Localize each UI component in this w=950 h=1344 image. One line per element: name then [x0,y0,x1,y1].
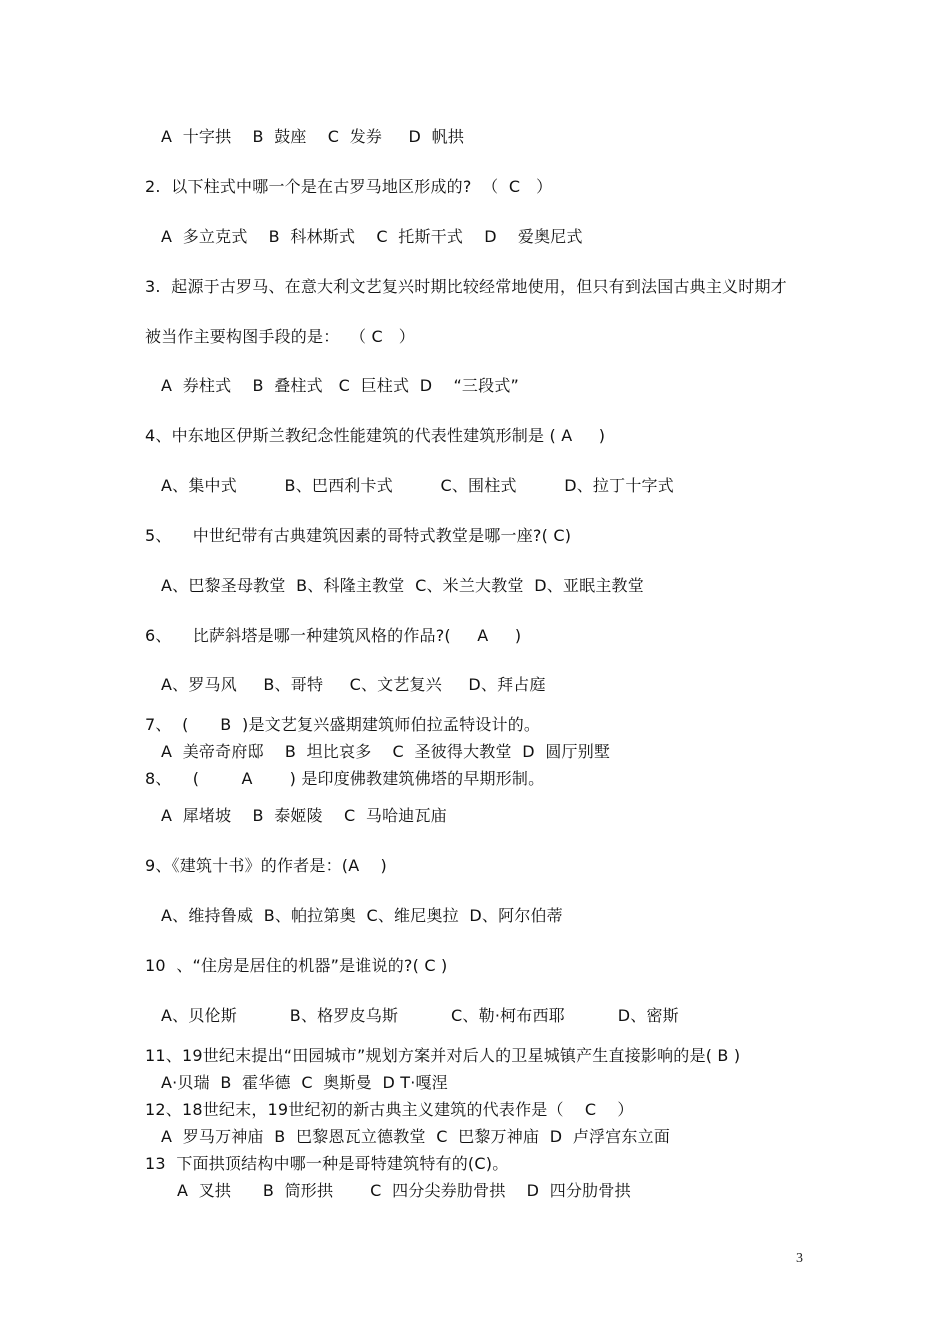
question-line: 2. 以下柱式中哪一个是在古罗马地区形成的? （ C ） [145,177,553,196]
option-line: A、巴黎圣母教堂 B、科隆主教堂 C、米兰大教堂 D、亚眠主教堂 [161,576,644,595]
question-line: 6、 比萨斜塔是哪一种建筑风格的作品?( A ) [145,626,522,645]
option-line: A·贝瑞 B 霍华德 C 奥斯曼 D T·嘎涅 [161,1073,448,1092]
question-line: 11、19世纪末提出“田园城市”规划方案并对后人的卫星城镇产生直接影响的是( B ) [145,1046,741,1065]
page-number: 3 [796,1251,803,1266]
option-line: A 罗马万神庙 B 巴黎恩瓦立德教堂 C 巴黎万神庙 D 卢浮宫东立面 [161,1127,671,1146]
option-line: A、集中式 B、巴西利卡式 C、围柱式 D、拉丁十字式 [161,476,674,495]
question-line: 10 、“住房是居住的机器”是谁说的?( C ) [145,956,448,975]
question-line: 12、18世纪末，19世纪初的新古典主义建筑的代表作是（ C ） [145,1100,634,1119]
question-line: 7、 ( B )是文艺复兴盛期建筑师伯拉孟特设计的。 [145,715,541,734]
question-line: 9、《建筑十书》的作者是：(A ) [145,856,387,875]
option-line: A 叉拱 B 筒形拱 C 四分尖券肋骨拱 D 四分肋骨拱 [177,1181,631,1200]
option-line: A 多立克式 B 科林斯式 C 托斯干式 D 爱奥尼式 [161,227,583,246]
question-line: 被当作主要构图手段的是： （ C ） [145,327,415,346]
question-line: 3. 起源于古罗马、在意大利文艺复兴时期比较经常地使用，但只有到法国古典主义时期才 [145,277,787,296]
question-line: 4、中东地区伊斯兰教纪念性能建筑的代表性建筑形制是 ( A ) [145,426,606,445]
option-line: A、罗马风 B、哥特 C、文艺复兴 D、拜占庭 [161,675,546,694]
question-line: 13 下面拱顶结构中哪一种是哥特建筑特有的(C)。 [145,1154,509,1173]
option-line: A、贝伦斯 B、格罗皮乌斯 C、勒·柯布西耶 D、密斯 [161,1006,679,1025]
question-line: 5、 中世纪带有古典建筑因素的哥特式教堂是哪一座?( C) [145,526,572,545]
question-line: 8、 ( A ) 是印度佛教建筑佛塔的早期形制。 [145,769,545,788]
option-line: A 犀堵坡 B 泰姬陵 C 马哈迪瓦庙 [161,806,447,825]
option-line: A 十字拱 B 鼓座 C 发券 D 帆拱 [161,127,465,146]
option-line: A 券柱式 B 叠柱式 C 巨柱式 D “三段式” [161,376,520,395]
option-line: A 美帝奇府邸 B 坦比哀多 C 圣彼得大教堂 D 圆厅别墅 [161,742,611,761]
option-line: A、维持鲁威 B、帕拉第奥 C、维尼奥拉 D、阿尔伯蒂 [161,906,563,925]
